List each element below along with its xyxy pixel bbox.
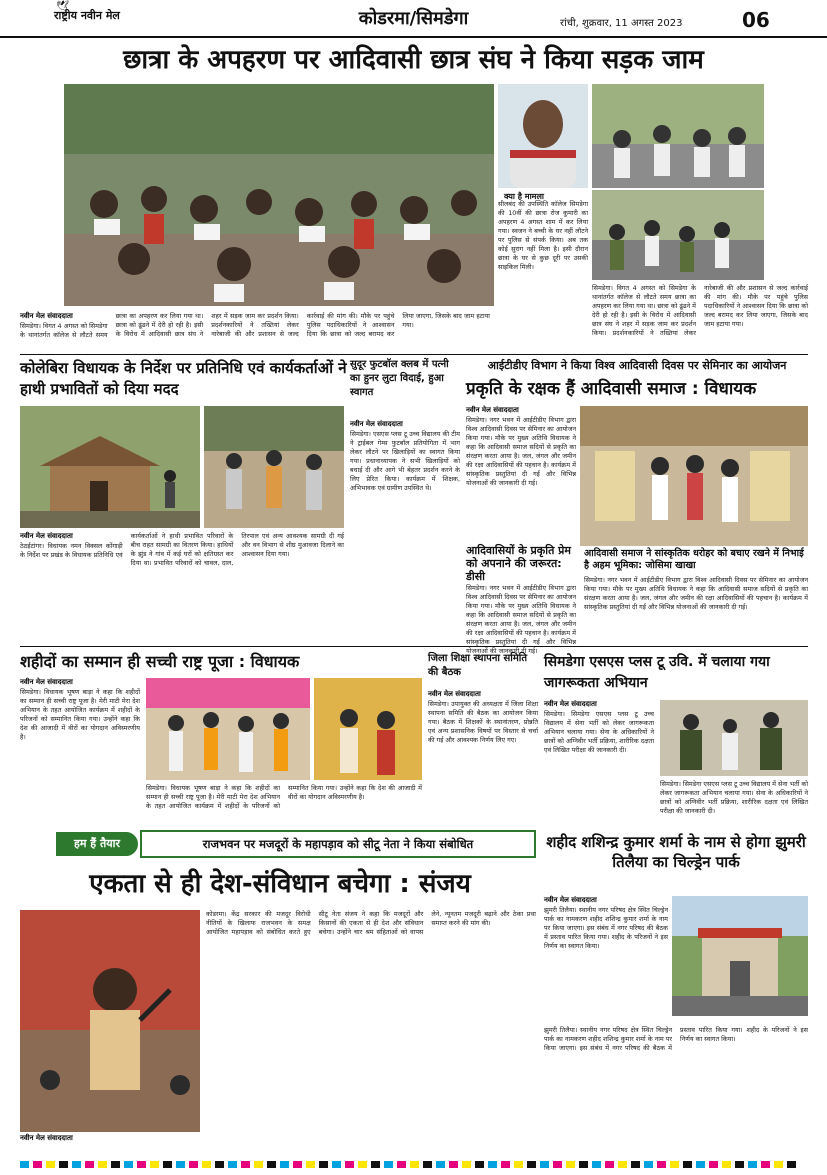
story3-headline: सुदूर फुटबॉल क्लब में पत्नी का हुनर लुटा विदाई, हुआ स्वागत (350, 359, 449, 398)
registration-mark (345, 1161, 354, 1168)
registration-mark (241, 1161, 250, 1168)
registration-mark (696, 1161, 705, 1168)
registration-mark (72, 1161, 81, 1168)
story7-body-text: सिमडेगा। सिमडेगा एसएस प्लस टू उच्च विद्यालय में सेना भर्ती को लेकर जागरूकता अभियान चलाया गया। सेना के अधिकारियों ने छात्रों को अग्निवीर भर्ती प्रक्रिया, शारीरिक दक्षता एवं लिखित परीक्षा की जानकारी दी। (544, 710, 654, 754)
story6-headline: जिला शिक्षा स्थापना समिति की बैठक (428, 653, 528, 678)
registration-mark (410, 1161, 419, 1168)
registration-mark (293, 1161, 302, 1168)
banner-ribbon: हम हैं तैयार (56, 832, 138, 856)
story4-headline: प्रकृति के रक्षक हैं आदिवासी समाज : विधायक (466, 379, 757, 399)
story5-headline: शहीदों का सम्मान ही सच्ची राष्ट्र पूजा : विधायक (20, 652, 300, 671)
registration-mark (722, 1161, 731, 1168)
registration-mark (449, 1161, 458, 1168)
dateline: रांची, शुक्रवार, 11 अगस्त 2023 (560, 18, 683, 29)
portrait-label: क्या है मामला (504, 192, 544, 201)
story9-body (544, 896, 668, 1022)
story3-body-text: सिमडेगा। एसएस प्लस टू उच्च विद्यालय की टीम ने ट्राईबल गेम्स फुटबॉल प्रतियोगिता में भाग लेकर लौटने पर खिलाड़ियों का स्वागत किया गया। प्रधानाध्यापक ने सभी खिलाड़ियों को बधाई दी और आगे भी बेहतर प्रदर्शन करने के लिए प्रेरित किया। कार्यक्रम में शिक्षक, अभिभावक एवं ग्रामीण उपस्थित थे। (350, 430, 460, 492)
story7-body (544, 700, 654, 826)
police-crowd-photo (592, 190, 764, 280)
banner-text: राजभवन पर मजदूरों के महापड़ाव को सीटू नेता ने किया संबोधित (140, 830, 536, 858)
story5-body-text-2: सिमडेगा। विधायक भूषण बाड़ा ने कहा कि शहीदों का सम्मान ही सच्ची राष्ट्र पूजा है। मेरी माटी मेरा देश अभियान के तहत आयोजित कार्यक्रम में शहीदों के परिजनों को सम्मानित किया गया। उन्होंने कहा कि देश की आजादी में वीरों का योगदान अविस्मरणीय है। (146, 784, 422, 810)
newspaper-logo-icon: 🕊 (56, 1, 69, 12)
registration-mark (423, 1161, 432, 1168)
registration-mark (46, 1161, 55, 1168)
elephant-damage-photo (20, 406, 200, 528)
martyr-honour-photo (146, 678, 310, 780)
army-awareness-photo (660, 700, 808, 776)
story8-body-text: कोडरमा। केंद्र सरकार की मजदूर विरोधी नीतियों के खिलाफ राजभवन के समक्ष आयोजित महापड़ाव को संबोधित करते हुए सीटू नेता संजय ने कहा कि मजदूरों और किसानों की एकता से ही देश और संविधान बचेगा। उन्होंने चार श्रम संहिताओं को वापस लेने, न्यूनतम मजदूरी बढ़ाने और ठेका प्रथा समाप्त करने की मांग की। (206, 910, 536, 936)
registration-mark (644, 1161, 653, 1168)
relief-distribution-photo (204, 406, 344, 528)
story6-body-text: सिमडेगा। उपायुक्त की अध्यक्षता में जिला शिक्षा स्थापना समिति की बैठक का आयोजन किया गया। बैठक में शिक्षकों के स्थानांतरण, प्रोन्नति एवं अन्य प्रशासनिक विषयों पर विस्तार से चर्चा की गई और आवश्यक निर्णय लिए गए। (428, 700, 538, 744)
registration-mark (176, 1161, 185, 1168)
story7-byline: नवीन मेल संवाददाता (544, 700, 597, 708)
protest-photo (64, 84, 494, 306)
print-registration-strip (0, 1156, 827, 1169)
registration-mark (267, 1161, 276, 1168)
story3-byline: नवीन मेल संवाददाता (350, 420, 403, 428)
registration-mark (475, 1161, 484, 1168)
registration-mark (631, 1161, 640, 1168)
story4-kicker: आईटीडीए विभाग ने किया विश्व आदिवासी दिवस पर सेमिनार का आयोजन (487, 359, 787, 372)
registration-mark (332, 1161, 341, 1168)
martyr-family-photo (314, 678, 422, 780)
story2-byline: नवीन मेल संवाददाता (20, 532, 73, 540)
story1-headline: छात्रा के अपहरण पर आदिवासी छात्र संघ ने किया सड़क जाम (123, 45, 704, 75)
story8-body (206, 910, 536, 1154)
story6-body (428, 690, 538, 826)
registration-mark (371, 1161, 380, 1168)
story1-body (20, 312, 490, 352)
registration-mark (163, 1161, 172, 1168)
registration-mark (787, 1161, 796, 1168)
registration-mark (85, 1161, 94, 1168)
registration-mark (618, 1161, 627, 1168)
registration-mark (397, 1161, 406, 1168)
story9-body-2 (544, 1026, 808, 1154)
registration-mark (98, 1161, 107, 1168)
story3-body (350, 420, 460, 642)
registration-mark (215, 1161, 224, 1168)
story1-side-body (498, 200, 588, 352)
story2-headline: कोलेबिरा विधायक के निर्देश पर प्रतिनिधि एवं कार्यकर्ताओं ने हाथी प्रभावितों को दिया मदद (20, 359, 347, 398)
story9-body-text: झुमरी तिलैया। स्थानीय नगर परिषद क्षेत्र स्थित चिल्ड्रेन पार्क का नामकरण शहीद शशिन्द्र कुमार शर्मा के नाम पर किया जाएगा। इस संबंध में नगर परिषद की बैठक में प्रस्ताव पारित किया गया। शहीद के परिजनों ने इस निर्णय का स्वागत किया। (544, 906, 668, 950)
section-title: कोडरमा/सिमडेगा (358, 8, 469, 29)
story4-byline: नवीन मेल संवाददाता (466, 406, 519, 414)
registration-mark (254, 1161, 263, 1168)
story1-side-body-2 (592, 284, 808, 352)
story2-body (20, 532, 344, 642)
divider-2 (20, 646, 808, 647)
registration-mark (462, 1161, 471, 1168)
story5-body (20, 678, 140, 826)
story4-body-text-3: सिमडेगा। नगर भवन में आईटीडीए विभाग द्वारा विश्व आदिवासी दिवस पर सेमिनार का आयोजन किया गया। मौके पर मुख्य अतिथि विधायक ने कहा कि आदिवासी समाज सदियों से प्रकृति का संरक्षण करता आया है। जल, जंगल और जमीन की रक्षा आदिवासियों की पहचान है। कार्यक्रम में सांस्कृतिक प्रस्तुतियां दी गईं और विभिन्न योजनाओं की जानकारी दी गई। (584, 576, 808, 611)
registration-mark (189, 1161, 198, 1168)
registration-mark (202, 1161, 211, 1168)
story4-body-3 (584, 576, 808, 642)
story6-byline: नवीन मेल संवाददाता (428, 690, 481, 698)
story5-body-2 (146, 784, 422, 826)
story9-byline: नवीन मेल संवाददाता (544, 896, 597, 904)
registration-mark (228, 1161, 237, 1168)
registration-mark (605, 1161, 614, 1168)
childrens-park-photo (672, 896, 808, 1016)
registration-mark (527, 1161, 536, 1168)
divider (20, 354, 808, 355)
registration-mark (59, 1161, 68, 1168)
page-number: 06 (742, 8, 770, 32)
registration-mark (540, 1161, 549, 1168)
registration-mark (592, 1161, 601, 1168)
story7-body-text-2: सिमडेगा। सिमडेगा एसएस प्लस टू उच्च विद्यालय में सेना भर्ती को लेकर जागरूकता अभियान चलाया गया। सेना के अधिकारियों ने छात्रों को अग्निवीर भर्ती प्रक्रिया, शारीरिक दक्षता एवं लिखित परीक्षा की जानकारी दी। (660, 780, 808, 815)
registration-mark (150, 1161, 159, 1168)
registration-mark (501, 1161, 510, 1168)
registration-mark (319, 1161, 328, 1168)
registration-mark (761, 1161, 770, 1168)
story8-headline: एकता से ही देश-संविधान बचेगा : संजय (89, 869, 471, 899)
story4-body-2 (466, 584, 576, 655)
registration-mark (735, 1161, 744, 1168)
story4-caption-right: आदिवासी समाज ने सांस्कृतिक धरोहर को बचाए रखने में निभाई है अहम भूमिका: जोसिमा खाखा (584, 548, 804, 571)
registration-mark (670, 1161, 679, 1168)
registration-mark (488, 1161, 497, 1168)
registration-mark (683, 1161, 692, 1168)
story5-byline: नवीन मेल संवाददाता (20, 678, 73, 686)
story1-byline: नवीन मेल संवाददाता (20, 312, 73, 320)
registration-mark (280, 1161, 289, 1168)
registration-mark (20, 1161, 29, 1168)
masthead (0, 0, 827, 38)
story9-body-text-2: झुमरी तिलैया। स्थानीय नगर परिषद क्षेत्र स्थित चिल्ड्रेन पार्क का नामकरण शहीद शशिन्द्र कुमार शर्मा के नाम पर किया जाएगा। इस संबंध में नगर परिषद की बैठक में प्रस्ताव पारित किया गया। शहीद के परिजनों ने इस निर्णय का स्वागत किया। (544, 1026, 808, 1052)
registration-mark (306, 1161, 315, 1168)
story2-body-text: ठेठईटांगर। विधायक नमन विक्सल कोंगाड़ी के निर्देश पर प्रखंड के विधायक प्रतिनिधि एवं कार्यकर्ताओं ने हाथी प्रभावित परिवारों के बीच राहत सामग्री का वितरण किया। हाथियों के झुंड ने गांव में कई घरों को क्षतिग्रस्त कर दिया था। प्रभावित परिवारों को चावल, दाल, तिरपाल एवं अन्य आवश्यक सामग्री दी गई और वन विभाग से शीघ्र मुआवजा दिलाने का आश्वासन दिया गया। (20, 532, 344, 567)
story4-body (466, 406, 576, 536)
registration-mark (384, 1161, 393, 1168)
story1-side-body-text-2: सिमडेगा। विगत 4 अगस्त को सिमडेगा के थानांतर्गत कॉलेज से लौटते समय छात्रा का अपहरण कर लिया गया था। छात्रा को ढूंढने में देरी हो रही है। इसी के विरोध में आदिवासी छात्र संघ ने शहर में सड़क जाम कर प्रदर्शन किया। प्रदर्शनकारियों ने तख्तियां लेकर नारेबाजी की और प्रशासन से जल्द कार्रवाई की मांग की। मौके पर पहुंचे पुलिस पदाधिकारियों ने आश्वासन दिया कि छात्रा को जल्द बरामद कर लिया जाएगा, जिसके बाद जाम हटाया गया। (592, 284, 808, 337)
registration-mark (657, 1161, 666, 1168)
rally-speaker-photo (20, 910, 200, 1132)
registration-mark (514, 1161, 523, 1168)
registration-mark (748, 1161, 757, 1168)
registration-mark (566, 1161, 575, 1168)
newspaper-brand: राष्ट्रीय नवीन मेल (54, 9, 120, 22)
registration-mark (436, 1161, 445, 1168)
registration-mark (774, 1161, 783, 1168)
story4-caption-left: आदिवासियों के प्रकृति प्रेम को अपनाने की जरूरत: डीसी (466, 544, 572, 583)
story1-side-body-text: सीलबंद की उपस्थिति कॉलेज सिमडेगा की 10वीं की छात्रा रोज कुमारी का अपहरण 4 अगस्त शाम में कर लिया गया। स्वजन ने बच्ची के घर नहीं लौटने पर पुलिस से संपर्क किया। अब तक कोई सुराग नहीं मिला है। इसी दौरान छात्रा के घर से कुछ दूरी पर उसकी साइकिल मिली। (498, 200, 588, 271)
seminar-photo (580, 406, 808, 546)
registration-mark (579, 1161, 588, 1168)
registration-mark (33, 1161, 42, 1168)
registration-mark (709, 1161, 718, 1168)
registration-mark (358, 1161, 367, 1168)
story8-byline: नवीन मेल संवाददाता (20, 1134, 73, 1142)
story7-headline: सिमडेगा एसएस प्लस टू उवि. में चलाया गया जागरूकता अभियान (544, 654, 770, 691)
registration-mark (553, 1161, 562, 1168)
story4-body-text: सिमडेगा। नगर भवन में आईटीडीए विभाग द्वारा विश्व आदिवासी दिवस पर सेमिनार का आयोजन किया गया। मौके पर मुख्य अतिथि विधायक ने कहा कि आदिवासी समाज सदियों से प्रकृति का संरक्षण करता आया है। जल, जंगल और जमीन की रक्षा आदिवासियों की पहचान है। कार्यक्रम में सांस्कृतिक प्रस्तुतियां दी गईं और विभिन्न योजनाओं की जानकारी दी गई। (466, 416, 576, 487)
registration-mark (137, 1161, 146, 1168)
student-portrait (498, 84, 588, 188)
story1-body-text: सिमडेगा। विगत 4 अगस्त को सिमडेगा के थानांतर्गत कॉलेज से लौटते समय छात्रा का अपहरण कर लिया गया था। छात्रा को ढूंढने में देरी हो रही है। इसी के विरोध में आदिवासी छात्र संघ ने शहर में सड़क जाम कर प्रदर्शन किया। प्रदर्शनकारियों ने तख्तियां लेकर नारेबाजी की और प्रशासन से जल्द कार्रवाई की मांग की। मौके पर पहुंचे पुलिस पदाधिकारियों ने आश्वासन दिया कि छात्रा को जल्द बरामद कर लिया जाएगा, जिसके बाद जाम हटाया गया। (20, 312, 490, 339)
story8-caption (20, 1134, 200, 1154)
story7-body-2 (660, 780, 808, 826)
road-block-photo (592, 84, 764, 188)
story4-body-text-2: सिमडेगा। नगर भवन में आईटीडीए विभाग द्वारा विश्व आदिवासी दिवस पर सेमिनार का आयोजन किया गया। मौके पर मुख्य अतिथि विधायक ने कहा कि आदिवासी समाज सदियों से प्रकृति का संरक्षण करता आया है। जल, जंगल और जमीन की रक्षा आदिवासियों की पहचान है। कार्यक्रम में सांस्कृतिक प्रस्तुतियां दी गईं और विभिन्न योजनाओं की जानकारी दी गई। (466, 584, 576, 655)
story9-headline: शहीद शशिन्द्र कुमार शर्मा के नाम से होगा झुमरी तिलैया का चिल्ड्रेन पार्क (546, 833, 806, 871)
registration-mark (111, 1161, 120, 1168)
registration-mark (124, 1161, 133, 1168)
story5-body-text: सिमडेगा। विधायक भूषण बाड़ा ने कहा कि शहीदों का सम्मान ही सच्ची राष्ट्र पूजा है। मेरी माटी मेरा देश अभियान के तहत आयोजित कार्यक्रम में शहीदों के परिजनों को सम्मानित किया गया। उन्होंने कहा कि देश की आजादी में वीरों का योगदान अविस्मरणीय है। (20, 688, 140, 741)
